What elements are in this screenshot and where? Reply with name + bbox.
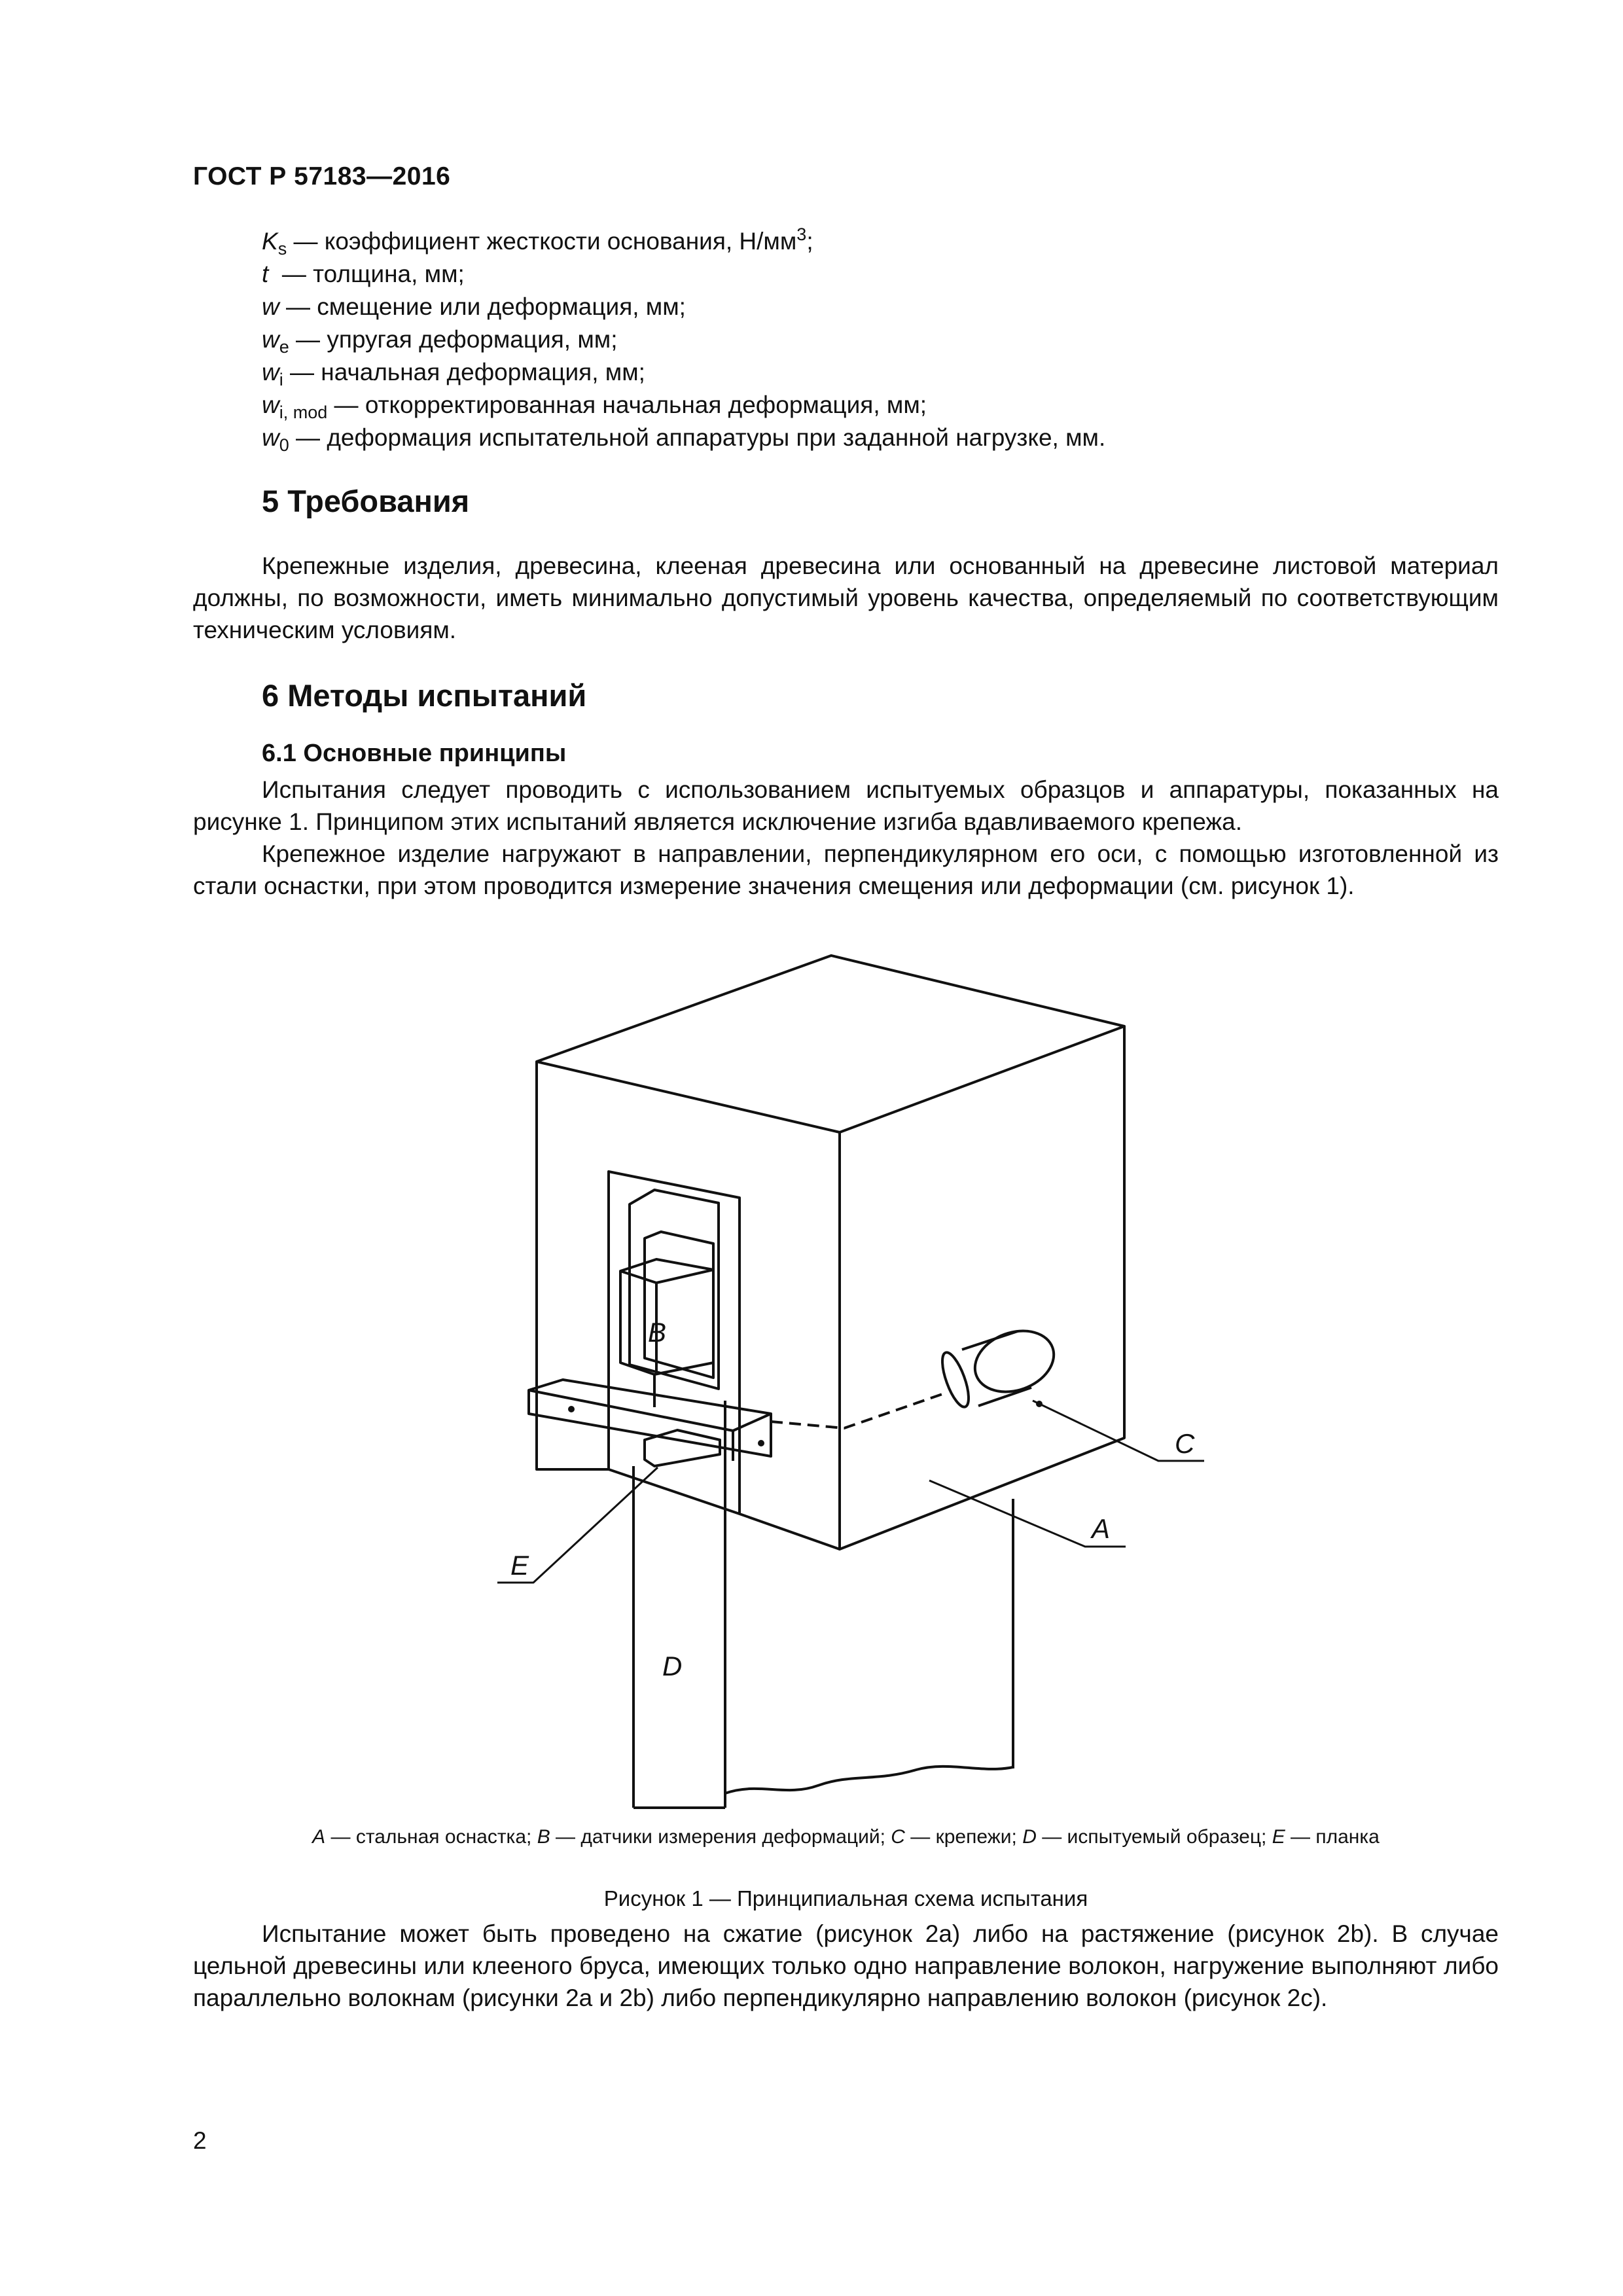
section-6-1-text: Испытания следует проводить с использованием испытуемых образцов и аппаратуры, показанных на рисунке 1. Принципом этих испытаний является исключение изгиба вдавливаемого крепежа. Крепежное изделие нагружают в направлении, перпендикулярном его оси, с помощью изготовленной из стали оснастки, при этом проводится измерение значения смещения или деформации (см. рисунок 1). [193, 776, 1499, 899]
plate-bolt-right [758, 1440, 764, 1446]
fastener-c-body [962, 1331, 1031, 1406]
fastener-c-marker [1036, 1401, 1043, 1407]
after-figure-text: Испытание может быть проведено на сжатие (рисунок 2а) либо на растяжение (рисунок 2b). В случае цельной древесины или клееного бруса, имеющих только одно направление волокон, нагружение выполняют либо параллельно волокнам (рисунки 2а и 2b) либо перпендикулярно направлению волокон (рисунок 2с). [193, 1920, 1499, 2011]
cube-bottom-edge [740, 1514, 840, 1549]
section-5-text: Крепежные изделия, древесина, клееная древесина или основанный на древесине листовой материал должны, по возможности, иметь минимально допустимый уровень качества, определяемый по соответствующим техническим условиям. [193, 552, 1499, 643]
figure-title: Рисунок 1 — Принципиальная схема испытания [603, 1886, 1088, 1910]
symbol-entry: $w_0$ — деформация испытательной аппаратуры при заданной нагрузке, мм. [262, 424, 1106, 455]
label-d: D [662, 1651, 683, 1681]
symbol-entry: w — смещение или деформация, мм; [262, 293, 686, 320]
symbol-entry: $K_s$ — коэффициент жесткости основания, $Н/мм^3$; [262, 224, 813, 259]
cube-top-face [537, 956, 1124, 1132]
sensor-inner [645, 1232, 713, 1378]
section-5-title: 5 Требования [262, 484, 470, 518]
section-6-title: 6 Методы испытаний [262, 678, 587, 713]
plate-e-clamp [645, 1430, 720, 1466]
specimen-d-break-line [725, 1767, 1013, 1793]
figure-key: A — стальная оснастка; B — датчики измерения деформаций; C — крепежи; D — испытуемый образец; E — планка [312, 1826, 1380, 1848]
label-e: E [510, 1550, 529, 1581]
plate-bolt-left [568, 1406, 575, 1412]
symbol-entry: t — толщина, мм; [262, 260, 465, 287]
document-header: ГОСТ Р 57183—2016 [193, 162, 451, 190]
label-b: B [648, 1317, 667, 1348]
sensor-housing [630, 1190, 719, 1389]
plate-e [529, 1380, 771, 1456]
fastener-c-head [937, 1350, 974, 1410]
fastener-hidden-line [771, 1394, 942, 1428]
sensor-b-edges [620, 1270, 713, 1374]
cube-right-face-outline [840, 1026, 1124, 1549]
label-c: C [1175, 1428, 1195, 1459]
page-number: 2 [193, 2127, 207, 2154]
subsection-6-1-title: 6.1 Основные принципы [262, 740, 567, 767]
label-a: A [1092, 1513, 1111, 1544]
symbol-entry: $w_{i, mod}$ — откорректированная начальная деформация, мм; [262, 391, 927, 422]
symbol-entry: $w_e$ — упругая деформация, мм; [262, 326, 618, 357]
symbol-entry: $w_i$ — начальная деформация, мм; [262, 359, 645, 389]
